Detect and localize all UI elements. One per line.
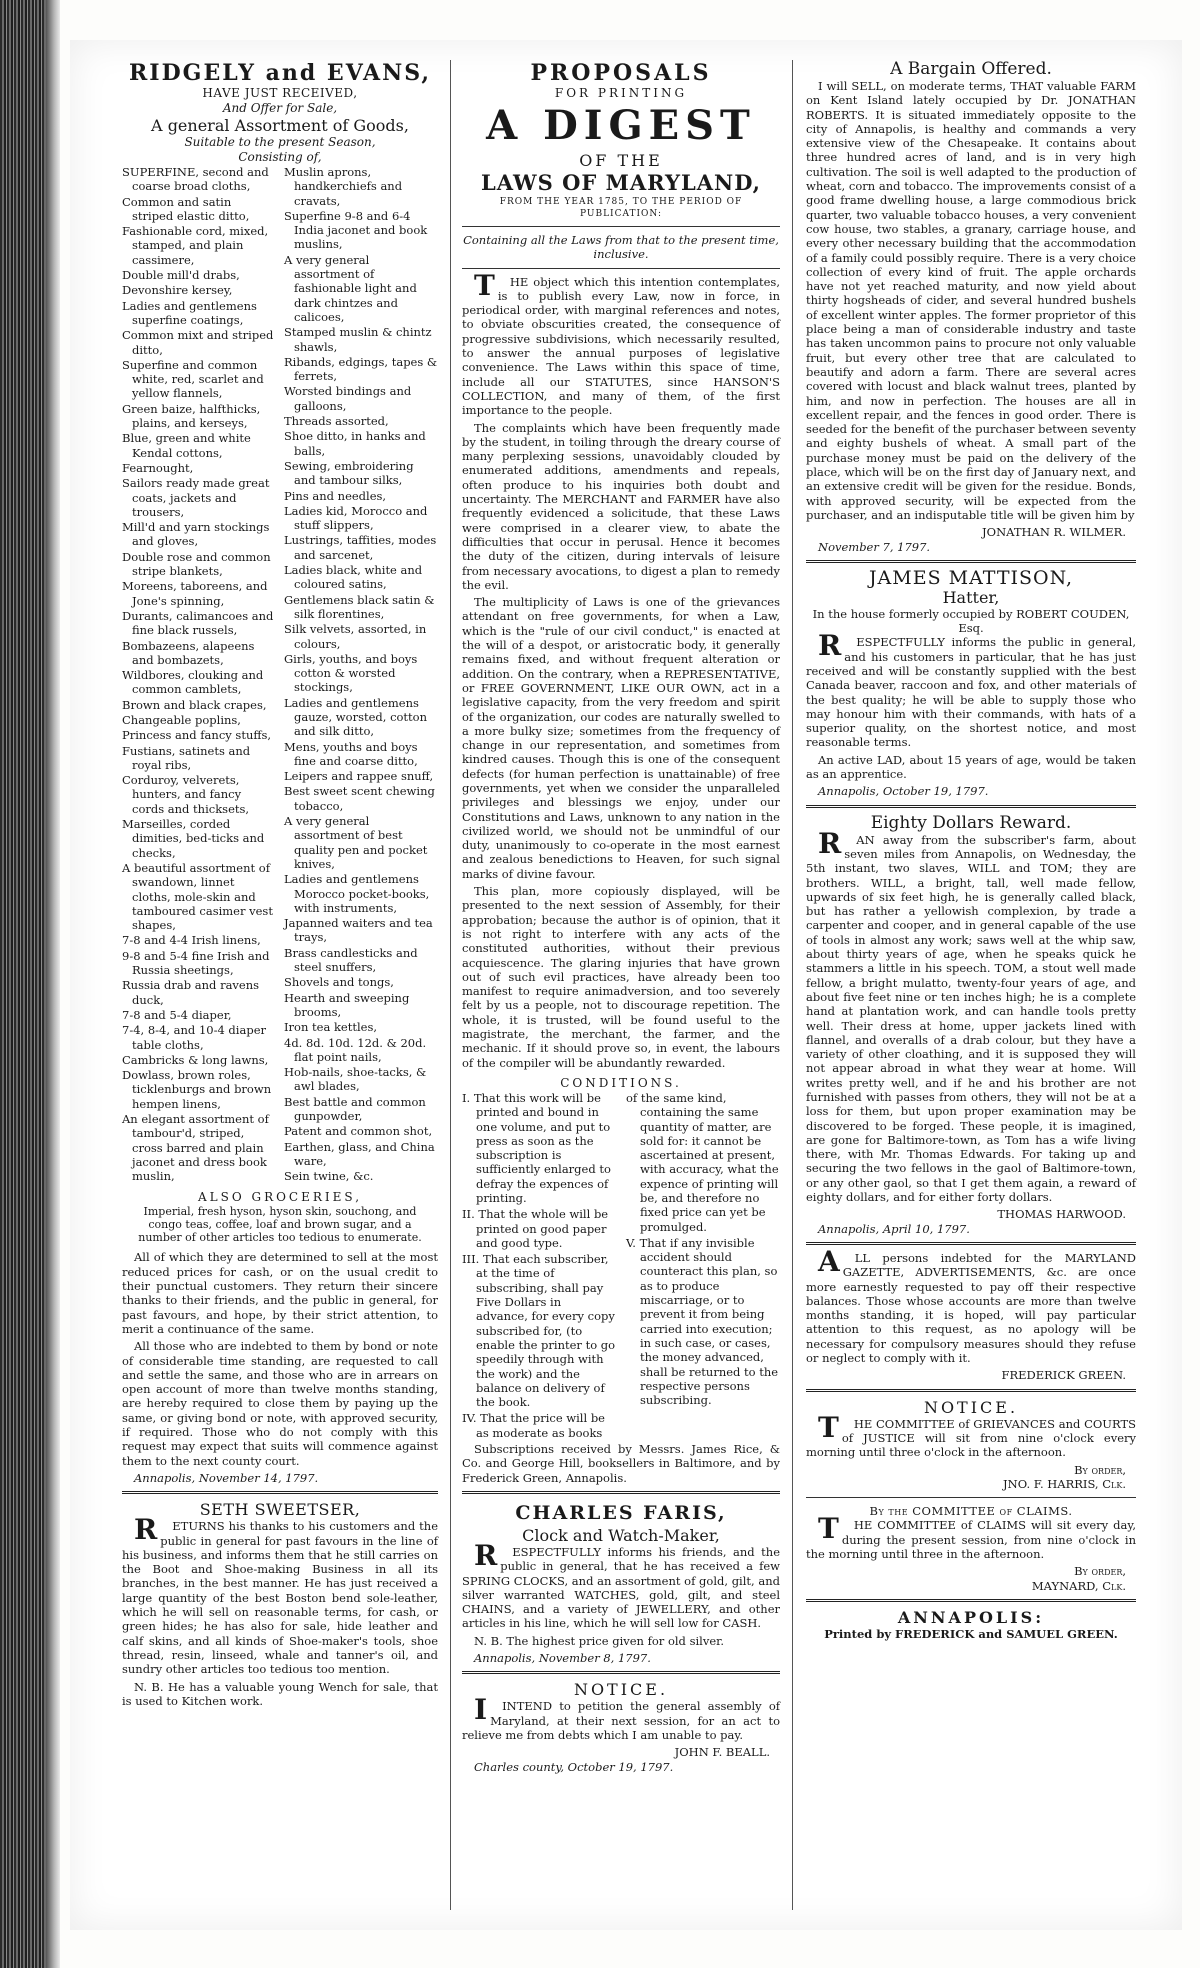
groceries-head: ALSO GROCERIES, [197,1190,363,1205]
goods-item: 7-8 and 4-4 Irish linens, [122,933,261,948]
condition-item: III. That each subscriber, at the time of subscribing, shall pay Five Dollars in advance, for every copy subscribed for, (to enable the printer to go speedily through with the work) and the balance on delivery of the book. [462,1252,616,1410]
of-the: OF THE [579,151,663,170]
imprint-line: Printed by FREDERICK and SAMUEL GREEN. [824,1626,1118,1641]
groceries-text: Imperial, fresh hyson, hyson skin, souchong, and congo teas, coffee, loaf and brown sugar, and a number of other articles too tedious to enumerate. [138,1205,422,1245]
goods-item: 9-8 and 5-4 fine Irish and Russia sheetings, [122,948,270,978]
goods-item: Hob-nails, shoe-tacks, & awl blades, [284,1065,427,1094]
divider [806,560,1136,563]
goods-item: Girls, youths, and boys cotton & worsted stockings, [284,651,418,695]
goods-item: Russia drab and ravens duck, [122,978,260,1007]
hatter-title: Hatter, [942,587,1000,607]
signature: JOHN F. BEALL. [674,1745,770,1760]
goods-item: Earthen, glass, and China ware, [284,1139,435,1168]
goods-item: Common mixt and striped ditto, [122,328,274,357]
goods-item: Ladies and gentlemens Morocco pocket-books, with instruments, [284,872,430,915]
goods-item: A very general assortment of fashionable light and dark chintzes and calicoes, [284,252,417,324]
goods-item: Muslin aprons, handkerchiefs and cravats, [284,165,403,208]
dateline: Charles county, October 19, 1797. [474,1759,674,1774]
goods-item: Ladies kid, Morocco and stuff slippers, [284,503,428,533]
signature: THOMAS HARWOOD. [997,1207,1126,1222]
book-binding [0,0,46,1968]
notice-head: NOTICE. [923,1397,1019,1417]
ad-line: HAVE JUST RECEIVED, [202,86,358,100]
paragraph: ALL persons indebted for the MARYLAND GAZETTE, ADVERTISEMENTS, &c. are once more earnestly requested to pay off their respective balances. Those whose accounts are more than twelve months standing, it is hoped, will pay particular attention to this request, as no apology will be necessary for compulsory measures should they refuse or neglect to comply with it. [806,1244,1136,1366]
paragraph: N. B. He has a valuable young Wench for sale, that is used to Kitchen work. [122,1679,438,1708]
condition-item: II. That the whole will be printed on good paper and good type. [462,1207,609,1250]
goods-item: Common and satin striped elastic ditto, [122,194,250,223]
goods-item: Superfine 9-8 and 6-4 India jaconet and book muslins, [284,208,428,252]
divider [122,1491,438,1494]
condition-item: of the same kind, containing the same quantity of matter, are sold for: it cannot be ascertained at present, with accuracy, what the expence of printing will be, and therefore no fixed price can yet be promulged. [626,1090,779,1234]
divider [806,805,1136,808]
goods-list-left [122,165,276,1184]
containing-line: Containing all the Laws from that to the present time, inclusive. [463,233,779,262]
condition-item: I. That this work will be printed and bound in one volume, and put to press as soon as the subscription is sufficiently enlarged to defray the expences of printing. [462,1090,611,1205]
column-rule [792,60,793,1910]
goods-item: Ladies black, white and coloured satins, [284,563,423,592]
goods-item: Fustians, satinets and royal ribs, [122,743,251,772]
goods-item: Threads assorted, [284,414,389,429]
faris-subtitle: Clock and Watch-Maker, [522,1525,720,1545]
goods-item: Gentlemens black satin & silk florentines, [284,592,435,621]
signature: JONATHAN R. WILMER. [982,525,1126,540]
signature: FREDERICK GREEN. [1001,1368,1126,1383]
paragraph: RAN away from the subscriber's farm, about seven miles from Annapolis, on Wednesday, the 5th instant, two slaves, WILL and TOM; they are brothers. WILL, a bright, tall, well made fellow, upwards of six feet high, he is generally called black, but has rather a yellowish complexion, by trade a carpenter and cooper, and in general capable of the use of tools in almost any work; saws well at the whip saw, about thirty years of age, when he speaks quick he stammers a little in his speech. TOM, a stout well made fellow, a bright mulatto, twenty-four years of age, and about five feet nine or ten inches high; he is a complete hand at plantation work, and can handle tools pretty well. Their dress at home, upper jackets lined with flannel, and overalls of a drab colour, but they have a variety of other cloathing, and it is supposed they will not appear abroad in what they wear at home. Will writes pretty well, and if he and his brother are not furnished with passes from others, they will not be at a loss for them, but upon proper examination may be discovered to be forged. These people, it is imagined, are gone for Baltimore-town, as Tom has a wife living there, with Mr. Thomas Edwards. For taking up and securing the two fellows in the gaol of Baltimore-town, or any other gaol, so that I get them again, a reward of eighty dollars, and for either forty dollars. [806,826,1136,1205]
goods-item: Lustrings, taffities, modes and sarcenet, [284,533,437,562]
paragraph: THE object which this intention contemplates, is to publish every Law, now in force, in periodical order, with marginal references and notes, to obviate obscurities created, the consequence of progressive subdivisions, which necessarily resulted, to answer the annual purposes of legislative convenience. The Laws within this space of time, include all our STATUTES, since HANSON'S COLLECTION, and many of them, of the first importance to the people. [462,268,780,418]
divider [806,1599,1136,1602]
goods-item: 7-4, 8-4, and 10-4 diaper table cloths, [122,1023,266,1052]
goods-item: 4d. 8d. 10d. 12d. & 20d. flat point nails, [284,1035,427,1064]
divider [462,226,780,227]
goods-item: Marseilles, corded dimities, bed-ticks and checks, [122,817,265,860]
goods-item: Sailors ready made great coats, jackets and trousers, [122,476,270,519]
goods-item: A beautiful assortment of swandown, linnet cloths, mole-skin and tamboured casimer vest shapes, [122,860,273,933]
goods-item: Blue, green and white Kendal cottons, [122,431,251,460]
mattison-name: JAMES MATTISON, [868,566,1074,589]
paragraph: RESPECTFULLY informs his friends, and the public in general, that he has received a few SPRING CLOCKS, and an assortment of gold, gilt, and silver warranted WATCHES, gold, gilt, and steel CHAINS, and a variety of JEWELLERY, and other articles in his line, which he will sell low for CASH. [462,1538,780,1631]
for-printing: FOR PRINTING [554,86,688,100]
goods-item: Durants, calimancoes and fine black russels, [122,608,274,638]
goods-item: Changeable poplins, [122,712,241,727]
goods-item: Best sweet scent chewing tobacco, [284,784,435,813]
condition-item: IV. That the price will be as moderate as books [462,1411,605,1440]
digest-title: A DIGEST [486,102,756,149]
goods-item: Wildbores, clouking and common camblets, [122,668,264,697]
paragraph: N. B. The highest price given for old silver. [474,1633,725,1648]
goods-item: Devonshire kersey, [122,283,233,298]
paragraph: I will SELL, on moderate terms, THAT valuable FARM on Kent Island lately occupied by Dr. JONATHAN ROBERTS. It is situated immediately opposite to the city of Annapolis, is healthy and commands a very extensive view of the Chesapeake. It contains about three hundred acres of land, and is in very high cultivation. The soil is well adapted to the production of wheat, corn and tobacco. The improvements consist of a good frame dwelling house, a large commodious brick quarter, two valuable tobacco houses, a very convenient cow house, two stables, a granary, carriage house, and every other necessary building that the accommodation of a family could possibly require. There is a very choice collection of every kind of fruit. The apple orchards have not yet reached maturity, and now yield about thirty hogsheads of cider, and several hundred bushels of excellent winter apples. The former proprietor of this place being a man of considerable industry and taste has taken uncommon pains to procure not only valuable fruit, but every other tree that are calculated to beautify and adorn a farm. There are several acres covered with locust and black walnut trees, planted by him, and now in perfection. The houses are all in excellent repair, and the fences in good order. There is seeded for the benefit of the purchaser between seventy and eighty bushels of wheat. A small part of the purchase money must be paid on the delivery of the place, which will be on the first day of January next, and an extensive credit will be given for the residue. Bonds, with approved security, will be expected from the purchaser, and an indisputable title will be given him by [806,79,1136,522]
conditions [462,1091,780,1442]
divider [806,1389,1136,1392]
goods-item: A very general assortment of best quality pen and pocket knives, [284,814,428,871]
goods-item: Superfine and common white, red, scarlet and yellow flannels, [122,357,264,401]
goods-item: Ladies and gentlemens gauze, worsted, cotton and silk ditto, [284,695,428,739]
paragraph: THE COMMITTEE of GRIEVANCES and COURTS of JUSTICE will sit from nine o'clock every morning until three o'clock in the afternoon. [806,1410,1136,1460]
divider [806,1242,1136,1245]
goods-item: Japanned waiters and tea trays, [284,916,433,945]
goods-item: Hearth and sweeping brooms, [284,990,410,1019]
by-order: By order, [1074,1462,1126,1477]
laws-title: LAWS OF MARYLAND, [481,170,761,195]
goods-item: Cambricks & long lawns, [122,1052,269,1067]
goods-item: Dowlass, brown roles, ticklenburgs and brown hempen linens, [122,1068,272,1111]
ridgely-evans-title: RIDGELY and EVANS, [129,60,431,86]
goods-item: Sewing, embroidering and tambour silks, [284,458,414,488]
goods-item: Brown and black crapes, [122,697,267,712]
by-order: By order, [1074,1564,1126,1579]
goods-item: Mill'd and yarn stockings and gloves, [122,520,270,549]
dateline: November 7, 1797. [818,539,931,554]
paragraph: RETURNS his thanks to his customers and the public in general for past favours in the line of his business, and informs them that he still carries on the Boot and Shoe-making Business in all its branches, in the best manner. He has just received a large quantity of the best Boston bend sole-leather, which he will sell on reasonable terms, for cash, or green hides; he has also for sale, hide leather and calf skins, and all kinds of Shoe-maker's tools, shoe thread, resin, linseed, whale and tanner's oil, and sundry other articles too tedious too mention. [122,1513,438,1677]
paragraph: The complaints which have been frequently made by the student, in toiling through the dreary course of many perplexing sessions, unavoidably clouded by enumerated additions, amendments and repeals, often produce to his inquiries both doubt and uncertainty. The MERCHANT and FARMER have also frequently evidenced a solicitude, that these Laws were comprised in a clearer view, to abate the difficulties that occur in perusal. Hence it becomes the duty of the citizen, during intervals of leisure from necessary avocations, to digest a plan to remedy the evil. [462,420,780,592]
goods-item: Double mill'd drabs, [122,268,240,283]
dateline: Annapolis, November 14, 1797. [134,1470,319,1485]
proposals-head: PROPOSALS [530,60,712,86]
goods-item: Shoe ditto, in hanks and balls, [284,429,426,458]
goods-list [122,165,438,1184]
paragraph: IINTEND to petition the general assembly of Maryland, at their next session, for an act to relieve me from debts which I am unable to pay. [462,1693,780,1742]
imprint-place: ANNAPOLIS: [897,1607,1045,1627]
goods-item: Worsted bindings and galloons, [284,384,412,413]
ad-line: Suitable to the present Season, [184,135,376,149]
condition-item: V. That if any invisible accident should counteract this plan, so as to produce miscarriage, or to prevent it from being carried into execution; in such case, or cases, the money advanced, shall be returned to the respective persons subscribing. [626,1235,779,1408]
notice-head: NOTICE. [573,1680,669,1700]
goods-item: Princess and fancy stuffs, [122,728,272,743]
goods-item: 7-8 and 5-4 diaper, [122,1007,232,1022]
paragraph: An active LAD, about 15 years of age, would be taken as an apprentice. [806,752,1136,782]
goods-item: Fashionable cord, mixed, stamped, and plain cassimere, [122,224,269,267]
goods-item: Ladies and gentlemens superfine coatings, [122,298,257,327]
goods-item: Fearnought, [122,460,194,475]
column-rule [450,60,451,1910]
sweetser-title: SETH SWEETSER, [199,1500,361,1520]
paragraph: THE COMMITTEE of CLAIMS will sit every day, during the present session, from nine o'clock in the morning until three in the afternoon. [806,1512,1136,1562]
dateline: Annapolis, October 19, 1797. [818,784,989,799]
subscriptions: Subscriptions received by Messrs. James Rice, & Co. and George Hill, booksellers in Baltimore, and by Frederick Green, Annapolis. [462,1442,780,1485]
goods-item: Double rose and common stripe blankets, [122,549,271,579]
ad-line: A general Assortment of Goods, [151,116,409,135]
ad-line: And Offer for Sale, [222,101,338,115]
goods-item: Shovels and tongs, [284,975,394,990]
hatter-house: In the house formerly occupied by ROBERT COUDEN, Esq. [812,606,1130,636]
column-3 [806,60,1136,1910]
conditions-head: CONDITIONS. [560,1075,682,1090]
goods-item: Iron tea kettles, [284,1020,378,1035]
paragraph: This plan, more copiously displayed, will be presented to the next session of Assembly, for their approbation; because the author is of opinion, that it is not right to interfere with any acts of the constituted authorities, without their previous acquiescence. The glaring injuries that have grown out of such evil practices, have already been too manifest to require animadversion, and too severely felt by us a people, not to discourage repetition. The whole, it is trusted, will be found useful to the magistrate, the merchant, the farmer, and the mechanic. If it should prove so, in event, the labours of the compiler will be abundantly rewarded. [462,884,780,1070]
goods-item: Corduroy, velverets, hunters, and fancy cords and thicksets, [122,773,250,816]
goods-item: Silk velvets, assorted, in colours, [284,622,427,651]
from-year: FROM THE YEAR 1785, TO THE PERIOD OF PUBLICATION: [499,197,743,219]
column-2 [462,60,780,1910]
ad-line: Consisting of, [238,150,322,164]
goods-item: Pins and needles, [284,488,387,503]
bargain-head: A Bargain Offered. [890,59,1052,79]
goods-item: SUPERFINE, second and coarse broad cloths, [122,165,269,194]
newspaper-page [70,40,1182,1930]
goods-item: Leipers and rappee snuff, [284,769,434,784]
column-1 [122,60,438,1910]
dateline: Annapolis, April 10, 1797. [818,1221,970,1236]
divider [462,1671,780,1674]
divider [806,1497,1136,1498]
goods-item: An elegant assortment of tambour'd, striped, cross barred and plain jaconet and dress book muslin, [122,1112,269,1184]
goods-item: Moreens, taboreens, and Jone's spinning, [122,579,268,608]
paragraph: All those who are indebted to them by bond or note of considerable time standing, are requested to call and settle the same, and those who are in arrears on open account of more than twelve months standing, are hereby required to close them by paying up the same, or giving bond or note, with approved security, if required. Those who do not comply with this request may expect that suits will commence against them to the next county court. [122,1339,438,1468]
goods-list-right [284,165,438,1184]
goods-item: Stamped muslin & chintz shawls, [284,325,432,354]
conditions-left [462,1091,616,1442]
dateline: Annapolis, November 8, 1797. [474,1651,651,1666]
signature: JNO. F. HARRIS, Clk. [1003,1476,1126,1491]
reward-head: Eighty Dollars Reward. [870,812,1072,833]
divider [462,268,780,269]
faris-title: CHARLES FARIS, [515,1501,727,1524]
goods-item: Brass candlesticks and steel snuffers, [284,945,418,975]
divider [462,1491,780,1494]
paragraph: The multiplicity of Laws is one of the grievances attendant on free governments, for when a Law, which is the "rule of our civil conduct," is enacted at the will of a despot, or aristocratic body, it generally remains fixed, and without frequent alteration or addition. On the contrary, when a REPRESENTATIVE, or FREE GOVERNMENT, LIKE OUR OWN, act in a legislative capacity, from the very freedom and spirit of the organization, our codes are naturally swelled to a more bulky size; sometimes from the frequency of change in our representation, and sometimes from kindred causes. Though this is one of the consequent defects (for human perfection is unattainable) of free governments, yet when we consider the unparalleled privileges and blessings we enjoy, under our Constitutions and Laws, unknown to any nation in the civilized world, we should not be unmindful of our duty, unanimously to co-operate in the most earnest and zealous benedictions to Heaven, for such signal marks of divine favour. [462,595,780,881]
goods-item: Ribands, edgings, tapes & ferrets, [284,354,438,384]
signature: MAYNARD, Clk. [1031,1578,1126,1593]
goods-item: Sein twine, &c. [284,1169,374,1184]
binding-edge [46,0,60,1968]
paragraph: All of which they are determined to sell at the most reduced prices for cash, or on the usual credit to their punctual customers. They return their sincere thanks to their friends, and the public in general, for past favours, and hope, by their strict attention, to merit a continuance of the same. [122,1250,438,1336]
paragraph: RESPECTFULLY informs the public in general, and his customers in particular, that he has just received and will be constantly supplied with the best Canada beaver, raccoon and fox, and other materials of the best quality; he will be able to supply those who may honour him with their commands, with hats of a superior quality, on the shortest notice, and most reasonable terms. [806,629,1136,750]
claims-by: By the COMMITTEE of CLAIMS. [869,1504,1073,1519]
goods-item: Bombazeens, alapeens and bombazets, [122,638,255,667]
goods-item: Patent and common shot, [284,1124,433,1139]
goods-item: Green baize, halfthicks, plains, and kerseys, [122,401,261,431]
goods-item: Best battle and common gunpowder, [284,1094,426,1123]
goods-item: Mens, youths and boys fine and coarse ditto, [284,739,418,768]
conditions-right [626,1091,780,1442]
